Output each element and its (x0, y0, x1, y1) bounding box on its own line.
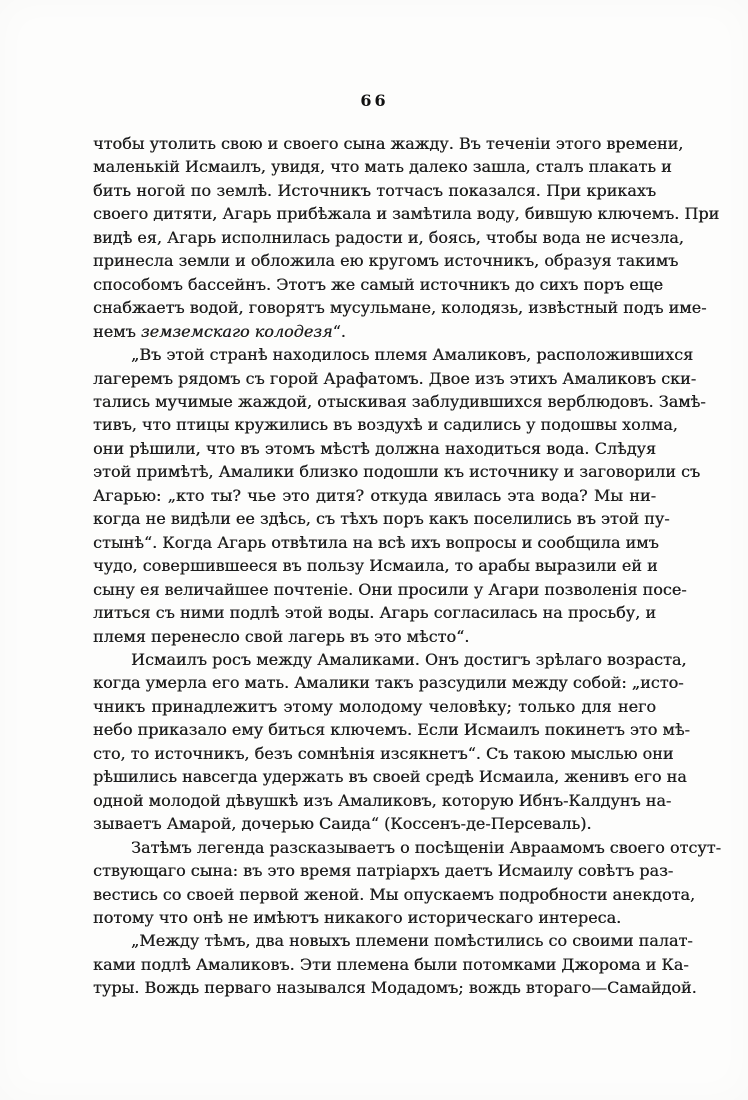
text-line (93, 578, 687, 601)
text-run: Затѣмъ легенда разсказываетъ о посѣщеніи Авраамомъ своего отсут- (131, 837, 721, 857)
text-run: Исмаилъ росъ между Амаликами. Онъ достигъ зрѣлаго возраста, (131, 649, 687, 669)
text-line (93, 437, 656, 460)
text-run: когда умерла его мать. Амалики такъ разсудили между собой: „исто- (93, 673, 684, 693)
text-line (93, 648, 687, 671)
text-line (93, 718, 690, 741)
text-run: небо приказало ему биться ключемъ. Если Исмаилъ покинетъ это мѣ- (93, 720, 690, 740)
text-line (93, 507, 670, 530)
text-line (93, 531, 659, 554)
text-run: сто, то источникъ, безъ сомнѣнія изсякнетъ“. Съ такою мыслью они (93, 743, 674, 763)
text-line (93, 789, 672, 812)
text-line (93, 859, 674, 882)
text-run: рѣшились навсегда удержать въ своей средѣ Исмаила, женивъ его на (93, 767, 687, 787)
page-number: 66 (360, 91, 389, 110)
text-run: снабжаетъ водой, говорятъ мусульмане, колодязь, извѣстный подъ име- (93, 298, 707, 318)
text-run: туры. Вождь перваго назывался Модадомъ; вождь втораго—Самайдой. (93, 978, 697, 998)
text-run: стынѣ“. Когда Агарь отвѣтила на всѣ ихъ вопросы и сообщила имъ (93, 532, 659, 552)
text-run: ствующаго сына: въ это время патріархъ даетъ Исмаилу совѣтъ раз- (93, 861, 674, 881)
text-line (93, 390, 706, 413)
text-run: чникъ принадлежитъ этому молодому человѣку; только для него (93, 696, 656, 716)
text-line (93, 742, 674, 765)
text-line (93, 413, 678, 436)
text-run: лагеремъ рядомъ съ горой Арафатомъ. Двое изъ этихъ Амаликовъ ски- (93, 368, 697, 388)
text-line (93, 320, 656, 343)
paragraph-amalik-tribe (93, 343, 706, 648)
text-line (93, 179, 656, 202)
text-line (93, 812, 656, 835)
italic-run: земземскаго колодезя (140, 321, 333, 341)
text-run: племя перенесло свой лагерь въ это мѣсто“. (93, 626, 470, 646)
text-line (93, 906, 656, 929)
text-run: “. (332, 321, 346, 341)
text-run: немъ (93, 321, 141, 341)
text-line (93, 202, 720, 225)
text-run: способомъ бассейнъ. Этотъ же самый источникъ до сихъ поръ еще (93, 274, 663, 294)
text-run: чтобы утолить свою и своего сына жажду. Въ теченіи этого времени, (93, 134, 684, 153)
text-run: этой примѣтѣ, Амалики близко подошли къ источнику и заговорили съ (93, 462, 701, 482)
text-line (93, 155, 672, 178)
text-line (93, 671, 684, 694)
text-line (93, 132, 684, 155)
text-line (93, 883, 696, 906)
text-run: когда не видѣли ее здѣсь, съ тѣхъ поръ какъ поселились въ этой пу- (93, 509, 670, 529)
text-line (93, 601, 656, 624)
text-block (93, 132, 721, 1000)
text-run: они рѣшили, что въ этомъ мѣстѣ должна находиться вода. Слѣдуя (93, 438, 656, 458)
text-run: ками подлѣ Амаликовъ. Эти племена были потомками Джорома и Ка- (93, 954, 689, 974)
text-line (93, 625, 656, 648)
text-run: зываетъ Амарой, дочерью Саида“ (Коссенъ-де-Персеваль). (93, 814, 592, 834)
text-line (93, 226, 684, 249)
text-line (93, 976, 697, 999)
text-line (93, 296, 707, 319)
text-run: бить ногой по землѣ. Источникъ тотчасъ показался. При крикахъ (93, 180, 656, 200)
text-line (93, 460, 701, 483)
text-line (93, 554, 656, 577)
text-run: потому что онѣ не имѣютъ никакого историческаго интереса. (93, 907, 622, 927)
text-run: тались мучимые жаждой, отыскивая заблудившихся верблюдовъ. Замѣ- (93, 391, 706, 411)
text-run: вестись со своей первой женой. Мы опускаемъ подробности анекдота, (93, 884, 696, 904)
paragraph-new-tribes (93, 929, 697, 999)
text-run: Агарью: „кто ты? чье это дитя? откуда явилась эта вода? Мы ни- (93, 485, 656, 505)
paragraph-ismail-growth (93, 648, 690, 836)
paragraph-continuation (93, 132, 720, 343)
text-run: чудо, совершившееся въ пользу Исмаила, то арабы выразили ей и (93, 556, 658, 576)
text-line (93, 273, 663, 296)
paragraph-abraham-visit (93, 836, 721, 930)
text-run: видѣ ея, Агарь исполнилась радости и, боясь, чтобы вода не исчезла, (93, 227, 684, 247)
text-run: сыну ея величайшее почтеніе. Они просили у Агари позволенія посе- (93, 579, 687, 599)
text-run: принесла земли и обложила ею кругомъ источникъ, образуя такимъ (93, 251, 679, 271)
text-line (93, 249, 679, 272)
text-line (93, 836, 721, 859)
text-line (93, 484, 656, 507)
text-line (93, 367, 697, 390)
text-run: тивъ, что птицы кружились въ воздухѣ и садились у подошвы холма, (93, 415, 678, 435)
text-run: „Между тѣмъ, два новыхъ племени помѣстились со своими палат- (131, 931, 693, 951)
text-line (93, 695, 656, 718)
text-line (93, 765, 687, 788)
text-line (93, 929, 693, 952)
text-run: своего дитяти, Агарь прибѣжала и замѣтила воду, бившую ключемъ. При (93, 204, 720, 224)
text-run: „Въ этой странѣ находилось племя Амаликовъ, расположившихся (131, 345, 694, 365)
text-run: литься съ ними подлѣ этой воды. Агарь согласилась на просьбу, и (93, 603, 656, 623)
text-run: маленькій Исмаилъ, увидя, что мать далеко зашла, сталъ плакать и (93, 157, 672, 177)
text-line (93, 343, 694, 366)
text-run: одной молодой дѣвушкѣ изъ Амаликовъ, которую Ибнъ-Калдунъ на- (93, 790, 672, 810)
text-line (93, 953, 689, 976)
